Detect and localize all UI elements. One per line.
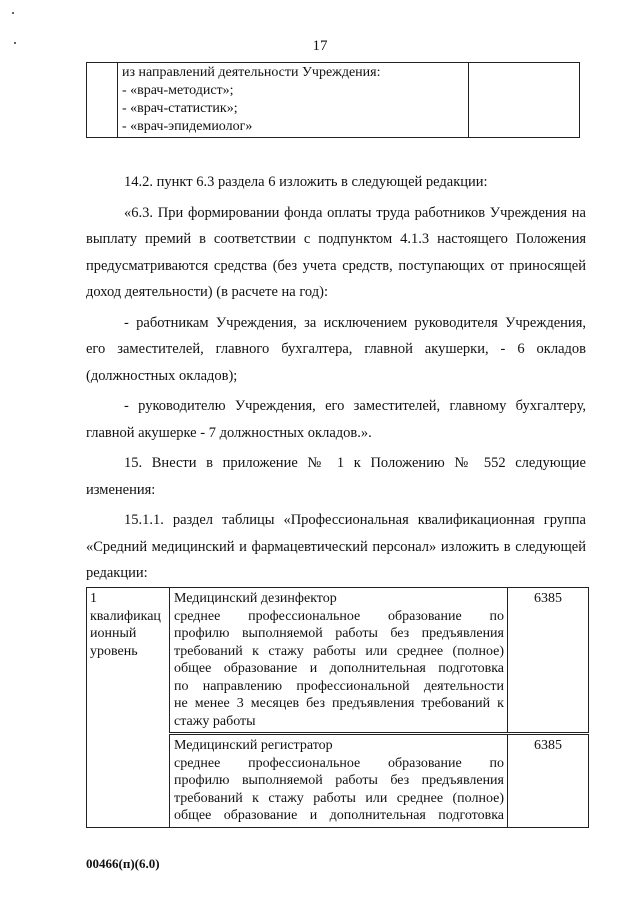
page-number: 17: [312, 38, 328, 54]
table-line: - «врач-методист»;: [122, 83, 234, 98]
qualification-level-cell: [87, 588, 170, 828]
paragraph: - работникам Учреждения, за исключением руководителя Учреждения, его заместителей, главного бухгалтера, главной акушерки, - 6 окладов (должностных окладов);: [86, 314, 586, 384]
description-line: не менее 3 месяцев без предъявления требований к: [174, 696, 504, 711]
description-line: профилю выполняемой работы без предъявления: [174, 626, 504, 641]
description-line: по направлению профессиональной деятельности: [174, 678, 504, 694]
table-cell-text: [118, 63, 469, 138]
continued-table: [86, 62, 580, 138]
level-line: квалификац: [90, 608, 161, 624]
paragraph: «6.3. При формировании фонда оплаты труда работников Учреждения на выплату премий в соответствии с подпунктом 4.1.3 настоящего Положения предусматриваются средства (без учета средств, поступающих от приносящей доход деятельности) (в расчете на год):: [86, 204, 586, 300]
position-title: Медицинский дезинфектор: [174, 591, 337, 606]
level-line: 1: [90, 591, 97, 606]
paragraph: 15. Внести в приложение № 1 к Положению № 552 следующие изменения:: [86, 455, 586, 498]
qualification-table: [86, 587, 589, 828]
position-description-cell: [170, 588, 508, 734]
description-line: требований к стажу работы или среднее (полное): [174, 643, 504, 659]
salary-value-cell: 6385: [508, 734, 589, 828]
table-line: - «врач-эпидемиолог»: [122, 119, 253, 134]
paragraph: 15.1.1. раздел таблицы «Профессиональная квалификационная группа «Средний медицинский и фармацевтический персонал» изложить в следующей редакции:: [86, 512, 586, 581]
scan-speck: [12, 12, 14, 14]
description-line: профилю выполняемой работы без предъявления: [174, 773, 504, 788]
table-line: - «врач-статистик»;: [122, 101, 238, 116]
body-text: [86, 169, 586, 587]
description-line: требований к стажу работы или среднее (полное): [174, 790, 504, 806]
description-line: среднее профессиональное образование по: [174, 608, 504, 624]
description-line: среднее профессиональное образование по: [174, 755, 504, 771]
level-line: ионный: [90, 626, 137, 641]
description-line: общее образование и дополнительная подготовка: [174, 661, 504, 676]
description-line: стажу работы: [174, 713, 256, 729]
description-line: общее образование и дополнительная подготовка: [174, 808, 504, 823]
document-code: 00466(п)(6.0): [86, 856, 160, 871]
position-title: Медицинский регистратор: [174, 738, 333, 753]
position-description-cell: [170, 734, 508, 828]
table-line: из направлений деятельности Учреждения:: [122, 65, 381, 80]
salary-value-cell: 6385: [508, 588, 589, 734]
table-cell-empty: [87, 63, 118, 138]
paragraph: 14.2. пункт 6.3 раздела 6 изложить в следующей редакции:: [124, 174, 488, 190]
paragraph: - руководителю Учреждения, его заместителей, главному бухгалтеру, главной акушерке - 7 должностных окладов.».: [86, 398, 586, 441]
level-line: уровень: [90, 643, 138, 659]
table-cell-empty: [469, 63, 580, 138]
